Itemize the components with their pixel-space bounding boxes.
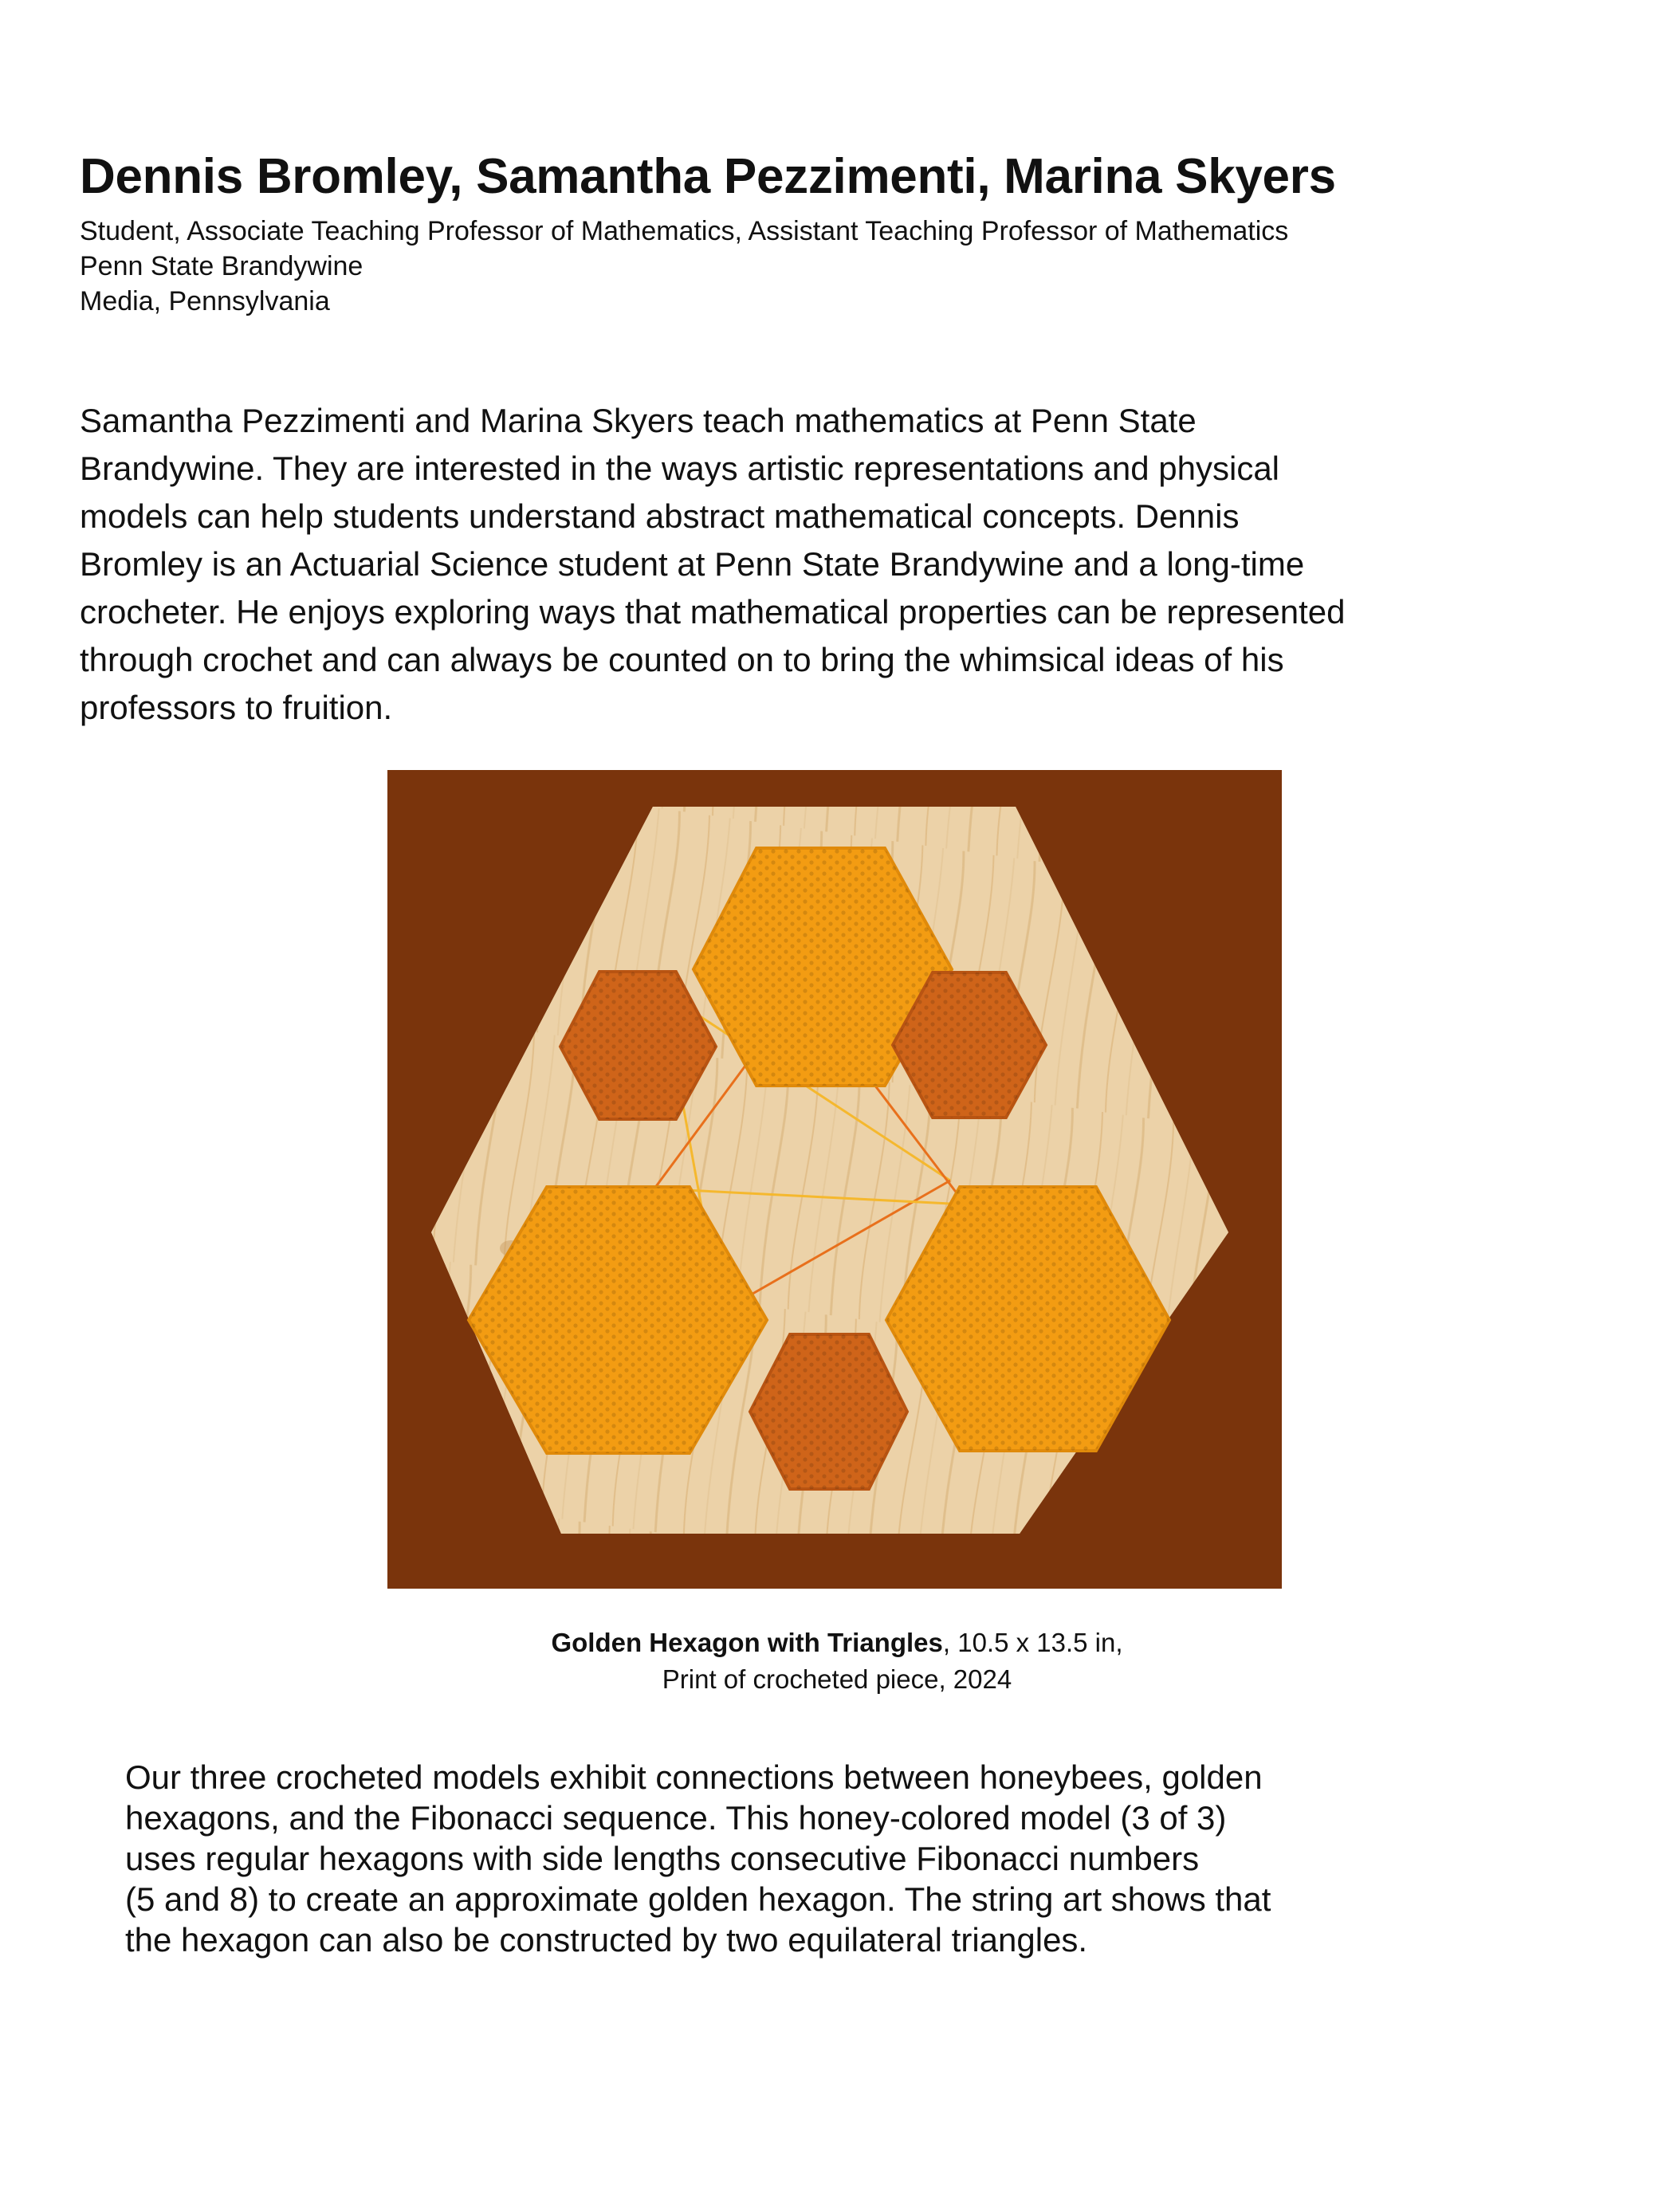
caption-line-2: Print of crocheted piece, 2024 bbox=[662, 1664, 1012, 1694]
description-paragraph bbox=[125, 1757, 1271, 1960]
author-roles: Student, Associate Teaching Professor of Mathematics, Assistant Teaching Professor of Mathematics bbox=[80, 216, 1289, 246]
bio-line: through crochet and can always be counted on to bring the whimsical ideas of his bbox=[80, 641, 1284, 678]
caption-line-1 bbox=[0, 1625, 1674, 1661]
description-line: hexagons, and the Fibonacci sequence. This honey-colored model (3 of 3) bbox=[125, 1799, 1227, 1837]
bio-line: Brandywine. They are interested in the ways artistic representations and physical bbox=[80, 450, 1280, 487]
artwork-details: , 10.5 x 13.5 in, bbox=[942, 1628, 1123, 1657]
description-line: the hexagon can also be constructed by two equilateral triangles. bbox=[125, 1921, 1088, 1959]
bio-line: Samantha Pezzimenti and Marina Skyers teach mathematics at Penn State bbox=[80, 402, 1197, 439]
bio-paragraph bbox=[80, 397, 1594, 732]
bio-line: models can help students understand abstract mathematical concepts. Dennis bbox=[80, 497, 1240, 535]
authors-heading: Dennis Bromley, Samantha Pezzimenti, Marina Skyers bbox=[80, 149, 1336, 204]
description-line: uses regular hexagons with side lengths consecutive Fibonacci numbers bbox=[125, 1840, 1200, 1877]
affiliation-block bbox=[80, 214, 1288, 319]
bio-line: Bromley is an Actuarial Science student at Penn State Brandywine and a long-time bbox=[80, 545, 1305, 583]
description-line: (5 and 8) to create an approximate golden hexagon. The string art shows that bbox=[125, 1880, 1271, 1918]
location: Media, Pennsylvania bbox=[80, 286, 330, 316]
artwork-caption bbox=[0, 1625, 1674, 1698]
bio-line: crocheter. He enjoys exploring ways that mathematical properties can be represented bbox=[80, 593, 1346, 631]
bio-line: professors to fruition. bbox=[80, 689, 393, 726]
artwork-image bbox=[387, 770, 1282, 1589]
description-line: Our three crocheted models exhibit connections between honeybees, golden bbox=[125, 1758, 1263, 1796]
institution: Penn State Brandywine bbox=[80, 251, 363, 281]
artwork-title: Golden Hexagon with Triangles bbox=[551, 1628, 943, 1657]
